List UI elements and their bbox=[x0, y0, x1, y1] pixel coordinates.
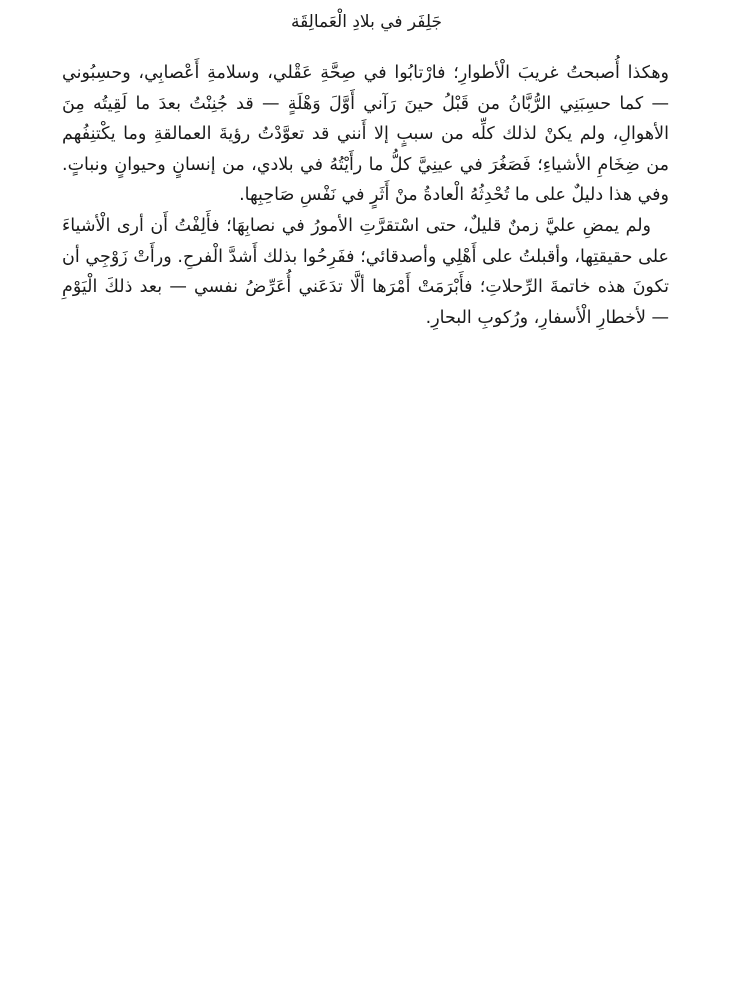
paragraph-1: وهكذا أُصبحتُ غريبَ الْأطوارِ؛ فارْتابُوا في صِحَّةِ عَقْلي، وسلامةِ أَعْصابِي، وحسِبُوني — كما حسِبَنِي الرُّبَّانُ من قَبْلُ حينَ رَآني أَوَّلَ وَهْلَةٍ — قد جُنِنْتُ بعدَ ما لَقِيتُه مِنَ الأهوالِ، ولم يكنْ لذلك كلِّه من سببٍ إلا أَنني قد تعوَّدْتُ رؤيةَ العمالقةِ وما يكْتنِفُهم من ضِخَامِ الأشياءِ؛ فَصَغُرَ في عينِيَّ كلُّ ما رأَيْتُهُ في بلادي، من إنسانٍ وحيوانٍ ونباتٍ. وفي هذا دليلٌ على ما تُحْدِثُهُ الْعادةُ منْ أَثَرٍ في نَفْسِ صَاحِبِها. bbox=[62, 63, 669, 206]
running-header-title: جَلِفَر في بلادِ الْعَمالِقَة bbox=[290, 12, 443, 32]
body-text bbox=[62, 58, 669, 333]
paragraph-2: ولم يمضِ عليَّ زمنٌ قليلٌ، حتى اسْتقرَّتِ الأمورُ في نصابِهَا؛ فأَلِفْتُ أَن أرى الْأشياءَ على حقيقتِها، وأقبلتُ على أَهْلِي وأصدقائي؛ ففَرِحُوا بذلك أَشدَّ الْفرحِ. ورأَتْ زَوْجِي أن تكونَ هذه خاتمةَ الرِّحلاتِ؛ فأَبْرَمَتْ أَمْرَها ألَّا تدَعَني أُعَرِّضُ نفسي — بعد ذلكَ الْيَوْمِ — لأخطارِ الْأسفارِ، ورُكوبِ البحارِ. bbox=[62, 215, 669, 328]
